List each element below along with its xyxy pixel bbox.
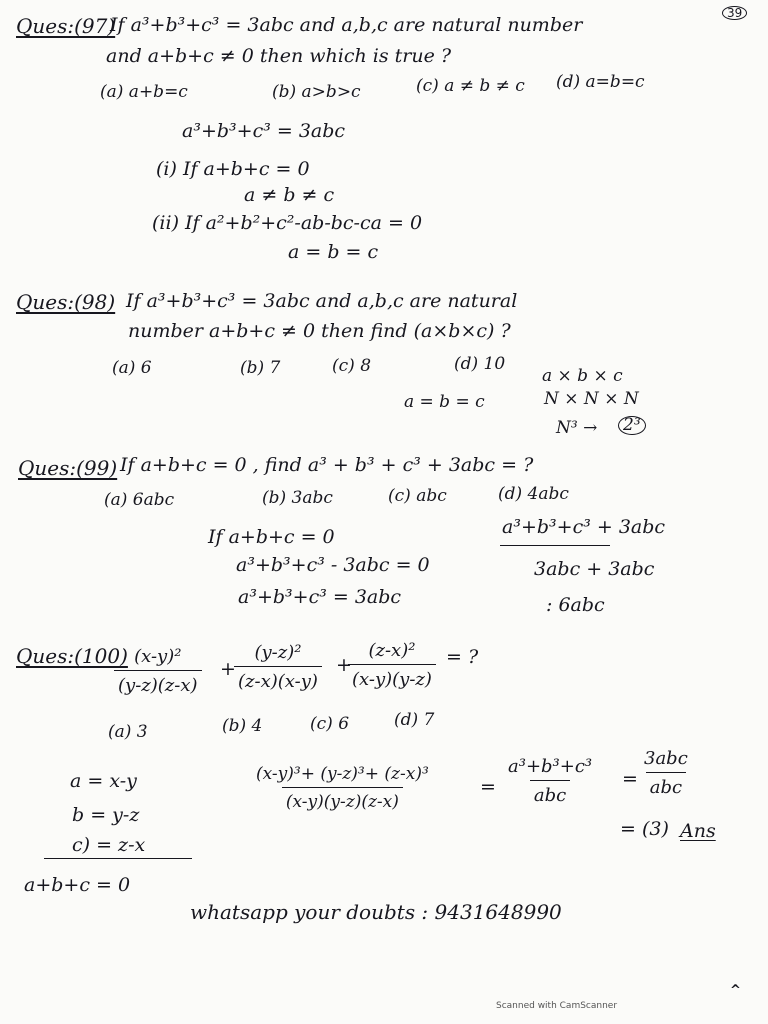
q98-work-4: N³ → bbox=[556, 418, 598, 438]
q100-label: Ques:(100) bbox=[16, 644, 128, 668]
q100-ans-word: Ans bbox=[680, 820, 716, 842]
q100-term-2-den: (z-x)(x-y) bbox=[234, 666, 322, 692]
q100-sub-c: c) = z-x bbox=[72, 834, 146, 856]
q98-work-2: a × b × c bbox=[542, 366, 623, 386]
q100-sum: a+b+c = 0 bbox=[24, 874, 131, 896]
q97-label: Ques:(97) bbox=[16, 14, 116, 38]
q99-line1: If a+b+c = 0 , find a³ + b³ + c³ + 3abc = ? bbox=[120, 454, 534, 476]
scanner-footer: Scanned with CamScanner bbox=[496, 1001, 618, 1011]
q100-term-3-num: (z-x)² bbox=[368, 640, 416, 661]
q100-term-3-den: (x-y)(y-z) bbox=[348, 664, 436, 690]
q98-option-a: (a) 6 bbox=[112, 358, 152, 378]
q100-term-1-den: (y-z)(z-x) bbox=[114, 670, 202, 696]
page-number: 39 bbox=[722, 6, 747, 20]
q100-equals-question: = ? bbox=[446, 646, 479, 668]
q100-option-a: (a) 3 bbox=[108, 722, 148, 742]
q98-line1: If a³+b³+c³ = 3abc and a,b,c are natural bbox=[126, 290, 518, 312]
q100-option-c: (c) 6 bbox=[310, 714, 350, 734]
q100-sub-b: b = y-z bbox=[72, 804, 140, 826]
q97-line1: If a³+b³+c³ = 3abc and a,b,c are natural number bbox=[110, 14, 583, 36]
q99-work-2: a³+b³+c³ - 3abc = 0 bbox=[236, 554, 430, 576]
q97-option-b: (b) a>b>c bbox=[272, 82, 361, 102]
q100-plus-1: + bbox=[220, 658, 236, 680]
q97-work-4: (ii) If a²+b²+c²-ab-bc-ca = 0 bbox=[152, 212, 423, 234]
q100-term-3 bbox=[348, 640, 436, 690]
q100-sum-line bbox=[44, 858, 192, 859]
q98-option-b: (b) 7 bbox=[240, 358, 281, 378]
q100-term-1 bbox=[114, 646, 202, 696]
whatsapp-doubts: whatsapp your doubts : 9431648990 bbox=[190, 900, 562, 924]
q100-option-d: (d) 7 bbox=[394, 710, 435, 730]
q98-work-1: a = b = c bbox=[404, 392, 485, 412]
q100-frac-3-num: 3abc bbox=[644, 748, 688, 769]
q99-work-4: a³+b³+c³ + 3abc bbox=[502, 516, 666, 538]
q99-work-3: a³+b³+c³ = 3abc bbox=[238, 586, 402, 608]
q97-work-3: a ≠ b ≠ c bbox=[244, 184, 335, 206]
q99-work-5: 3abc + 3abc bbox=[534, 558, 655, 580]
q100-answer: = (3) bbox=[620, 818, 669, 840]
q99-option-a: (a) 6abc bbox=[104, 490, 175, 510]
q97-option-d: (d) a=b=c bbox=[556, 72, 645, 92]
q98-option-c: (c) 8 bbox=[332, 356, 372, 376]
q99-option-c: (c) abc bbox=[388, 486, 447, 506]
q99-label: Ques:(99) bbox=[18, 456, 118, 480]
q99-underbrace bbox=[500, 545, 610, 546]
corner-mark: ^ bbox=[730, 983, 741, 998]
q97-option-a: (a) a+b=c bbox=[100, 82, 188, 102]
q97-work-1: a³+b³+c³ = 3abc bbox=[182, 120, 346, 142]
q100-eq-1: = bbox=[480, 776, 496, 798]
q97-line2: and a+b+c ≠ 0 then which is true ? bbox=[106, 45, 452, 67]
q100-frac-3-den: abc bbox=[646, 772, 686, 798]
q100-frac-3 bbox=[640, 748, 692, 798]
q97-work-2: (i) If a+b+c = 0 bbox=[156, 158, 310, 180]
q98-option-d: (d) 10 bbox=[454, 354, 506, 374]
q100-frac-1-num: (x-y)³+ (y-z)³+ (z-x)³ bbox=[256, 764, 429, 784]
q100-frac-2-num: a³+b³+c³ bbox=[508, 756, 593, 777]
q100-term-2 bbox=[234, 642, 322, 692]
q98-answer-circled: 2³ bbox=[618, 416, 646, 435]
q99-work-6: : 6abc bbox=[546, 594, 605, 616]
q98-line2: number a+b+c ≠ 0 then find (a×b×c) ? bbox=[128, 320, 511, 342]
q100-sub-a: a = x-y bbox=[70, 770, 137, 792]
q98-work-3: N × N × N bbox=[544, 389, 639, 409]
q100-term-2-num: (y-z)² bbox=[254, 642, 302, 663]
q100-eq-2: = bbox=[622, 768, 638, 790]
q99-option-d: (d) 4abc bbox=[498, 484, 569, 504]
q97-work-5: a = b = c bbox=[288, 241, 379, 263]
q100-option-b: (b) 4 bbox=[222, 716, 263, 736]
q99-work-1: If a+b+c = 0 bbox=[208, 526, 335, 548]
q100-frac-1-den: (x-y)(y-z)(z-x) bbox=[282, 787, 403, 812]
q100-frac-2-den: abc bbox=[530, 780, 570, 806]
q100-frac-1 bbox=[252, 764, 433, 812]
q100-term-1-num: (x-y)² bbox=[134, 646, 182, 667]
q99-option-b: (b) 3abc bbox=[262, 488, 333, 508]
q97-option-c: (c) a ≠ b ≠ c bbox=[416, 76, 525, 96]
q98-label: Ques:(98) bbox=[16, 290, 116, 314]
q100-plus-2: + bbox=[336, 654, 352, 676]
q100-frac-2 bbox=[504, 756, 596, 806]
